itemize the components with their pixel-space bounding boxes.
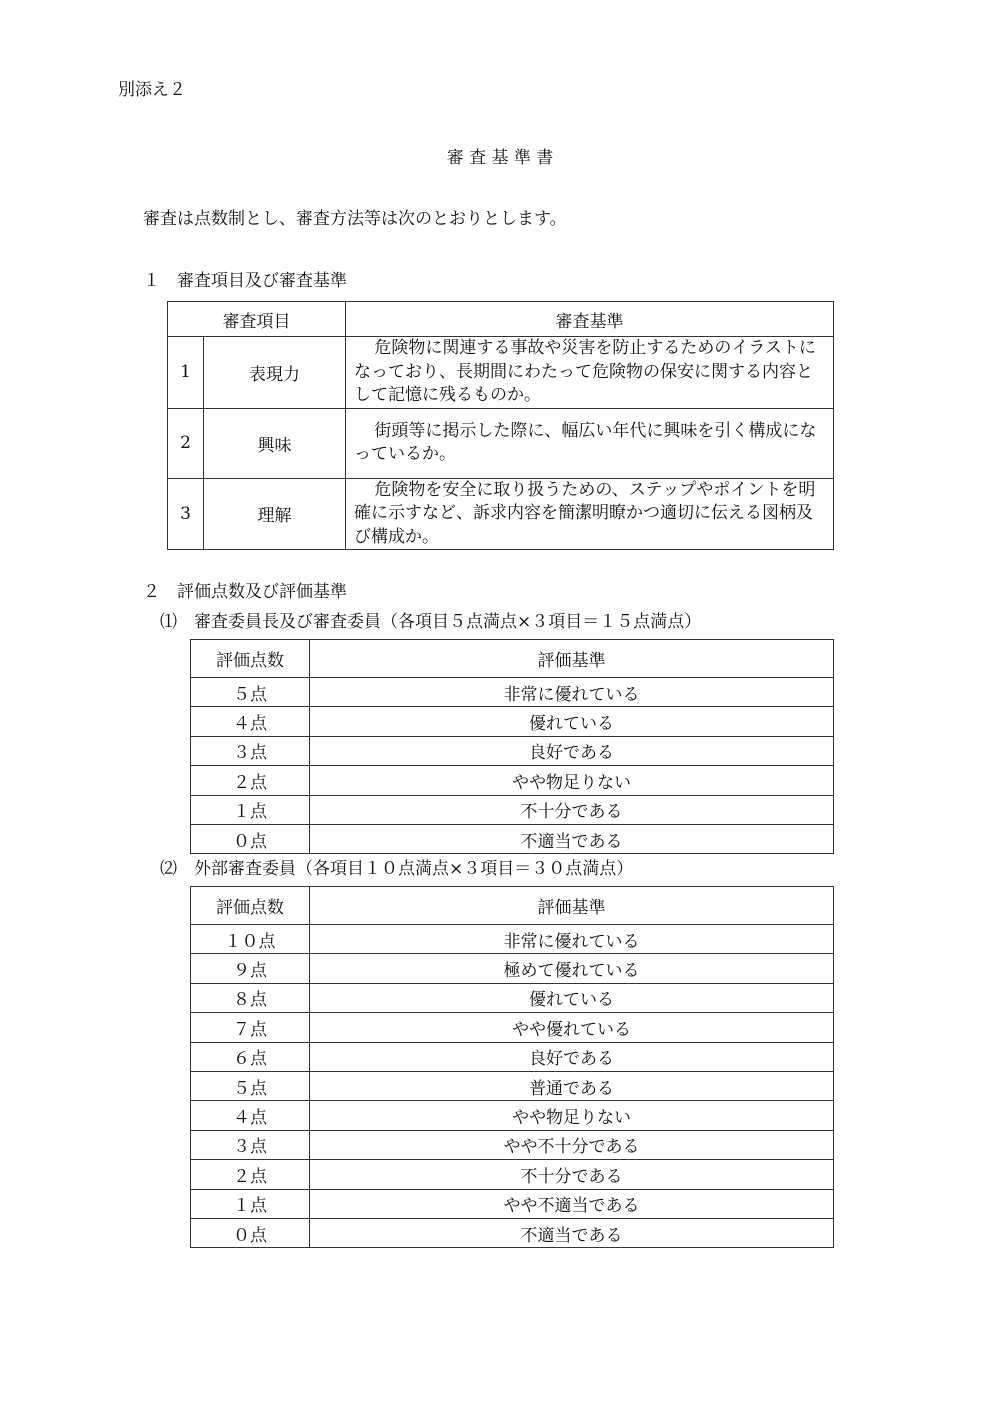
table-row bbox=[191, 824, 834, 853]
criteria-cell: やや不十分である bbox=[310, 1130, 834, 1159]
criteria-cell: 優れている bbox=[310, 983, 834, 1012]
table-row bbox=[168, 337, 834, 409]
score-cell: ２点 bbox=[191, 1160, 310, 1189]
table-row bbox=[191, 795, 834, 824]
row-number: 2 bbox=[168, 408, 204, 478]
header-score: 評価点数 bbox=[191, 640, 310, 678]
score-cell: ３点 bbox=[191, 736, 310, 765]
row-number: 1 bbox=[168, 337, 204, 409]
score-cell: ０点 bbox=[191, 824, 310, 853]
table-row bbox=[191, 1071, 834, 1100]
table-row bbox=[191, 678, 834, 707]
criteria-cell: 優れている bbox=[310, 707, 834, 736]
score-cell: ５点 bbox=[191, 678, 310, 707]
attachment-label: 別添え２ bbox=[118, 80, 186, 100]
table-row bbox=[191, 1042, 834, 1071]
table-row bbox=[191, 1189, 834, 1218]
table-row bbox=[191, 1013, 834, 1042]
table-row bbox=[191, 1218, 834, 1247]
score-cell: １点 bbox=[191, 1189, 310, 1218]
table-row bbox=[191, 1101, 834, 1130]
row-criteria: 街頭等に掲示した際に、幅広い年代に興味を引く構成になっているか。 bbox=[346, 408, 834, 478]
table-row bbox=[191, 983, 834, 1012]
sub1-heading: ⑴ 審査委員長及び審査委員（各項目５点満点×３項目＝１５点満点） bbox=[160, 612, 702, 632]
score-cell: ８点 bbox=[191, 983, 310, 1012]
score-cell: ３点 bbox=[191, 1130, 310, 1159]
score-cell: ９点 bbox=[191, 954, 310, 983]
header-review-criteria: 審査基準 bbox=[346, 302, 834, 337]
score-cell: ７点 bbox=[191, 1013, 310, 1042]
criteria-cell: 極めて優れている bbox=[310, 954, 834, 983]
criteria-cell: 不十分である bbox=[310, 795, 834, 824]
table-header-row bbox=[191, 640, 834, 678]
table-row bbox=[168, 478, 834, 550]
score-table-2 bbox=[190, 886, 834, 1248]
row-number: 3 bbox=[168, 478, 204, 550]
table-row bbox=[191, 736, 834, 765]
document-title: 審 査 基 準 書 bbox=[446, 148, 554, 168]
row-criteria: 危険物を安全に取り扱うための、ステップやポイントを明確に示すなど、訴求内容を簡潔明瞭かつ適切に伝える図柄及び構成か。 bbox=[346, 478, 834, 550]
score-cell: ５点 bbox=[191, 1071, 310, 1100]
header-criteria: 評価基準 bbox=[310, 887, 834, 925]
score-cell: ４点 bbox=[191, 707, 310, 736]
table-header-row bbox=[168, 302, 834, 337]
table-header-row bbox=[191, 887, 834, 925]
score-cell: ０点 bbox=[191, 1218, 310, 1247]
section1-heading: １ 審査項目及び審査基準 bbox=[143, 271, 347, 291]
criteria-cell: やや物足りない bbox=[310, 766, 834, 795]
criteria-cell: 不適当である bbox=[310, 1218, 834, 1247]
criteria-cell: やや不適当である bbox=[310, 1189, 834, 1218]
table-row bbox=[191, 954, 834, 983]
criteria-cell: 非常に優れている bbox=[310, 678, 834, 707]
criteria-cell: 良好である bbox=[310, 1042, 834, 1071]
score-table-1 bbox=[190, 639, 834, 854]
sub2-heading: ⑵ 外部審査委員（各項目１０点満点×３項目＝３０点満点） bbox=[160, 859, 634, 879]
score-cell: ４点 bbox=[191, 1101, 310, 1130]
header-review-item: 審査項目 bbox=[168, 302, 346, 337]
criteria-cell: 非常に優れている bbox=[310, 925, 834, 954]
intro-text: 審査は点数制とし、審査方法等は次のとおりとします。 bbox=[143, 209, 567, 229]
row-item: 興味 bbox=[204, 408, 346, 478]
row-item: 理解 bbox=[204, 478, 346, 550]
table-row bbox=[191, 766, 834, 795]
row-item: 表現力 bbox=[204, 337, 346, 409]
header-score: 評価点数 bbox=[191, 887, 310, 925]
review-items-table bbox=[167, 301, 834, 550]
table-row bbox=[191, 925, 834, 954]
criteria-cell: 不十分である bbox=[310, 1160, 834, 1189]
score-cell: ２点 bbox=[191, 766, 310, 795]
score-cell: ６点 bbox=[191, 1042, 310, 1071]
score-cell: １０点 bbox=[191, 925, 310, 954]
criteria-cell: やや優れている bbox=[310, 1013, 834, 1042]
criteria-cell: 不適当である bbox=[310, 824, 834, 853]
section2-heading: ２ 評価点数及び評価基準 bbox=[143, 582, 347, 602]
table-row bbox=[191, 707, 834, 736]
table-row bbox=[191, 1160, 834, 1189]
row-criteria: 危険物に関連する事故や災害を防止するためのイラストになっており、長期間にわたって危険物の保安に関する内容として記憶に残るものか。 bbox=[346, 337, 834, 409]
criteria-cell: 普通である bbox=[310, 1071, 834, 1100]
criteria-cell: やや物足りない bbox=[310, 1101, 834, 1130]
criteria-cell: 良好である bbox=[310, 736, 834, 765]
table-row bbox=[191, 1130, 834, 1159]
table-row bbox=[168, 408, 834, 478]
score-cell: １点 bbox=[191, 795, 310, 824]
header-criteria: 評価基準 bbox=[310, 640, 834, 678]
